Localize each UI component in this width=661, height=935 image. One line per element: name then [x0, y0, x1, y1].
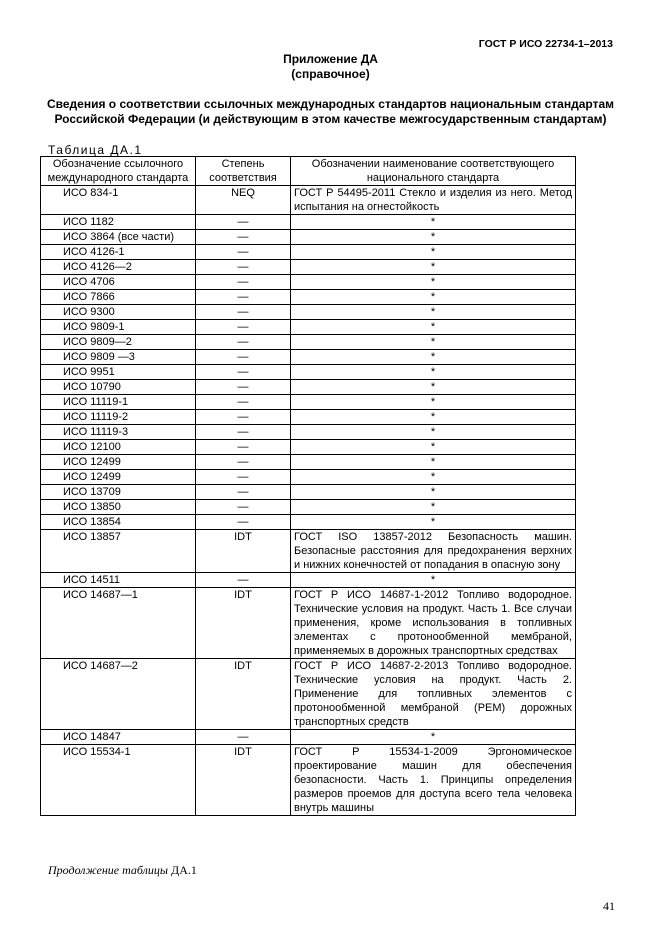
national-standard-cell: *	[291, 380, 576, 395]
page-number: 41	[603, 899, 615, 913]
degree-cell: —	[196, 500, 291, 515]
national-standard-cell: *	[291, 305, 576, 320]
national-standard-cell: *	[291, 350, 576, 365]
national-standard-cell: *	[291, 245, 576, 260]
reference-cell: ИСО 14847	[41, 730, 196, 745]
degree-cell: —	[196, 335, 291, 350]
degree-cell: —	[196, 573, 291, 588]
national-standard-cell: *	[291, 230, 576, 245]
continuation-note	[48, 863, 197, 878]
table-row	[41, 530, 576, 573]
table-row	[41, 230, 576, 245]
degree-cell: —	[196, 455, 291, 470]
national-standard-cell: *	[291, 275, 576, 290]
section-heading: Сведения о соответствии ссылочных международных стандартов национальным стандартам Российской Федерации (и действующим в этом качестве межгосударственным стандартам)	[47, 97, 614, 126]
national-standard-cell: ГОСТ Р 54495-2011 Стекло и изделия из него. Метод испытания на огнестойкость	[291, 186, 576, 215]
table-header-row	[41, 157, 576, 186]
table-row	[41, 350, 576, 365]
degree-cell: IDT	[196, 745, 291, 816]
table-row	[41, 335, 576, 350]
standard-id-header: ГОСТ Р ИСО 22734-1–2013	[478, 38, 613, 50]
correspondence-table	[40, 156, 576, 816]
reference-cell: ИСО 11119-3	[41, 425, 196, 440]
table-row	[41, 260, 576, 275]
reference-cell: ИСО 834-1	[41, 186, 196, 215]
table-row	[41, 365, 576, 380]
reference-cell: ИСО 10790	[41, 380, 196, 395]
national-standard-cell: *	[291, 365, 576, 380]
reference-cell: ИСО 9951	[41, 365, 196, 380]
table-row	[41, 305, 576, 320]
table-row	[41, 410, 576, 425]
reference-cell: ИСО 13709	[41, 485, 196, 500]
reference-cell: ИСО 13854	[41, 515, 196, 530]
reference-cell: ИСО 12499	[41, 470, 196, 485]
table-row	[41, 500, 576, 515]
table-row	[41, 320, 576, 335]
degree-cell: IDT	[196, 588, 291, 659]
table-row	[41, 186, 576, 215]
table-row	[41, 395, 576, 410]
degree-cell: —	[196, 350, 291, 365]
reference-cell: ИСО 14687—2	[41, 659, 196, 730]
reference-cell: ИСО 7866	[41, 290, 196, 305]
reference-cell: ИСО 9300	[41, 305, 196, 320]
reference-cell: ИСО 15534-1	[41, 745, 196, 816]
national-standard-cell: *	[291, 455, 576, 470]
table-row	[41, 245, 576, 260]
table-row	[41, 380, 576, 395]
national-standard-cell: ГОСТ Р ИСО 14687-2-2013 Топливо водородное. Технические условия на продукт. Часть 2. Применение для топливных элементов с протонообменной мембраной (РЕМ) дорожных транспортных средств	[291, 659, 576, 730]
appendix-title: Приложение ДА	[283, 52, 378, 66]
degree-cell: —	[196, 440, 291, 455]
reference-cell: ИСО 9809-1	[41, 320, 196, 335]
degree-cell: —	[196, 485, 291, 500]
national-standard-cell: *	[291, 395, 576, 410]
degree-cell: —	[196, 380, 291, 395]
degree-cell: —	[196, 730, 291, 745]
national-standard-cell: *	[291, 573, 576, 588]
header-reference: Обозначение ссылочного международного стандарта	[41, 157, 196, 186]
reference-cell: ИСО 1182	[41, 215, 196, 230]
degree-cell: —	[196, 515, 291, 530]
table-row	[41, 573, 576, 588]
table-row	[41, 515, 576, 530]
national-standard-cell: *	[291, 485, 576, 500]
reference-cell: ИСО 4126—2	[41, 260, 196, 275]
table-row	[41, 588, 576, 659]
reference-cell: ИСО 4706	[41, 275, 196, 290]
national-standard-cell: ГОСТ ISO 13857-2012 Безопасность машин. Безопасные расстояния для предохранения верхних и нижних конечностей от попадания в опасную зону	[291, 530, 576, 573]
degree-cell: —	[196, 470, 291, 485]
degree-cell: —	[196, 260, 291, 275]
national-standard-cell: *	[291, 500, 576, 515]
national-standard-cell: *	[291, 260, 576, 275]
reference-cell: ИСО 13857	[41, 530, 196, 573]
degree-cell: —	[196, 305, 291, 320]
table-row	[41, 215, 576, 230]
appendix-subtitle: (справочное)	[291, 67, 370, 81]
table-row	[41, 440, 576, 455]
reference-cell: ИСО 9809 —3	[41, 350, 196, 365]
table-row	[41, 730, 576, 745]
table-row	[41, 485, 576, 500]
degree-cell: —	[196, 395, 291, 410]
national-standard-cell: *	[291, 215, 576, 230]
degree-cell: NEQ	[196, 186, 291, 215]
continuation-italic: Продолжение таблицы	[48, 863, 169, 877]
national-standard-cell: *	[291, 515, 576, 530]
table-row	[41, 455, 576, 470]
reference-cell: ИСО 14687—1	[41, 588, 196, 659]
reference-cell: ИСО 12100	[41, 440, 196, 455]
national-standard-cell: *	[291, 440, 576, 455]
national-standard-cell: *	[291, 410, 576, 425]
table-row	[41, 275, 576, 290]
degree-cell: IDT	[196, 530, 291, 573]
table-caption: Таблица ДА.1	[48, 143, 143, 157]
degree-cell: IDT	[196, 659, 291, 730]
national-standard-cell: *	[291, 730, 576, 745]
national-standard-cell: *	[291, 425, 576, 440]
header-degree: Степень соответствия	[196, 157, 291, 186]
table-row	[41, 470, 576, 485]
reference-cell: ИСО 9809—2	[41, 335, 196, 350]
table-row	[41, 425, 576, 440]
degree-cell: —	[196, 245, 291, 260]
national-standard-cell: *	[291, 470, 576, 485]
reference-cell: ИСО 13850	[41, 500, 196, 515]
national-standard-cell: *	[291, 335, 576, 350]
degree-cell: —	[196, 215, 291, 230]
national-standard-cell: ГОСТ Р 15534-1-2009 Эргономическое проектирование машин для обеспечения безопасности. Часть 1. Принципы определения размеров проемов для доступа всего тела человека внутрь машины	[291, 745, 576, 816]
degree-cell: —	[196, 230, 291, 245]
degree-cell: —	[196, 320, 291, 335]
table-row	[41, 659, 576, 730]
reference-cell: ИСО 11119-2	[41, 410, 196, 425]
continuation-label: ДА.1	[171, 863, 197, 877]
reference-cell: ИСО 4126-1	[41, 245, 196, 260]
degree-cell: —	[196, 365, 291, 380]
reference-cell: ИСО 14511	[41, 573, 196, 588]
reference-cell: ИСО 11119-1	[41, 395, 196, 410]
reference-cell: ИСО 3864 (все части)	[41, 230, 196, 245]
table-body	[41, 186, 576, 816]
degree-cell: —	[196, 275, 291, 290]
national-standard-cell: ГОСТ Р ИСО 14687-1-2012 Топливо водородное. Технические условия на продукт. Часть 1. Все случаи применения, кроме использования в топливных элементах с протонообменной мембраной, применяемых в дорожных транспортных средствах	[291, 588, 576, 659]
appendix-title-block	[0, 52, 661, 82]
table-row	[41, 745, 576, 816]
national-standard-cell: *	[291, 290, 576, 305]
degree-cell: —	[196, 410, 291, 425]
degree-cell: —	[196, 425, 291, 440]
header-national: Обозначении наименование соответствующего национального стандарта	[291, 157, 576, 186]
national-standard-cell: *	[291, 320, 576, 335]
table-row	[41, 290, 576, 305]
degree-cell: —	[196, 290, 291, 305]
reference-cell: ИСО 12499	[41, 455, 196, 470]
